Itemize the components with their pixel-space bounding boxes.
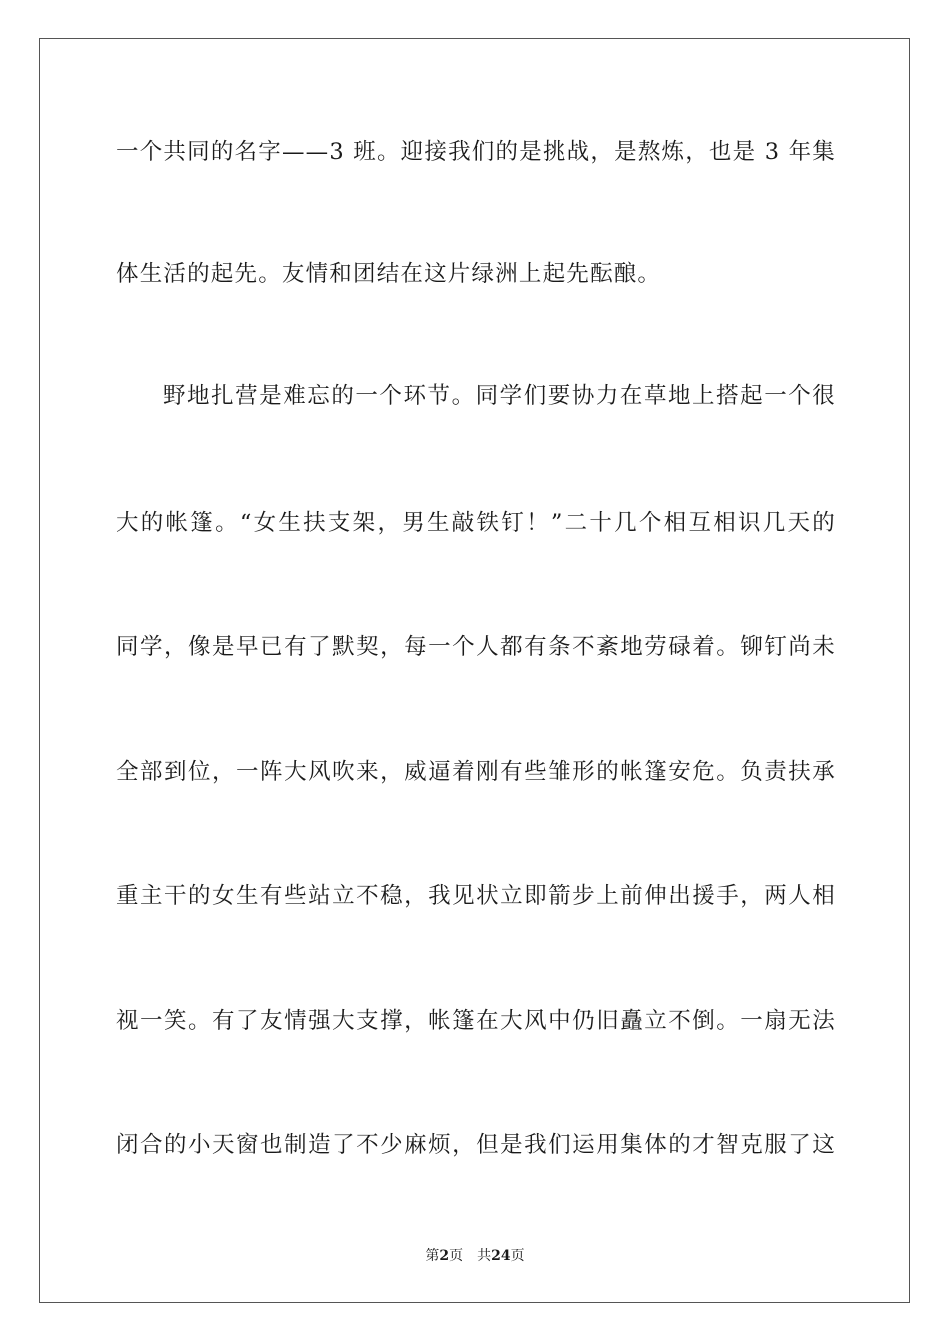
paragraph-line: 全部到位，一阵大风吹来，威逼着刚有些雏形的帐篷安危。负责扶承 bbox=[116, 759, 836, 785]
paragraph-line: 闭合的小天窗也制造了不少麻烦，但是我们运用集体的才智克服了这 bbox=[116, 1132, 836, 1158]
page-number: 2 bbox=[439, 1248, 450, 1264]
page-border bbox=[39, 38, 910, 1303]
page-suffix: 页 bbox=[449, 1248, 464, 1264]
total-pages: 24 bbox=[491, 1248, 511, 1264]
page-footer bbox=[0, 1247, 950, 1265]
total-suffix: 页 bbox=[510, 1248, 525, 1264]
paragraph-line: 一个共同的名字——3 班。迎接我们的是挑战，是熬炼，也是 3 年集 bbox=[116, 139, 836, 165]
paragraph-line: 视一笑。有了友情强大支撑，帐篷在大风中仍旧矗立不倒。一扇无法 bbox=[116, 1008, 836, 1034]
paragraph-line: 大的帐篷。“女生扶支架，男生敲铁钉！”二十几个相互相识几天的 bbox=[116, 510, 836, 536]
paragraph-line: 体生活的起先。友情和团结在这片绿洲上起先酝酿。 bbox=[116, 261, 662, 287]
page-prefix: 第 bbox=[425, 1248, 440, 1264]
total-prefix: 共 bbox=[477, 1248, 492, 1264]
paragraph-line: 野地扎营是难忘的一个环节。同学们要协力在草地上搭起一个很 bbox=[163, 383, 836, 409]
paragraph-line: 重主干的女生有些站立不稳，我见状立即箭步上前伸出援手，两人相 bbox=[116, 883, 836, 909]
paragraph-line: 同学，像是早已有了默契，每一个人都有条不紊地劳碌着。铆钉尚未 bbox=[116, 634, 836, 660]
